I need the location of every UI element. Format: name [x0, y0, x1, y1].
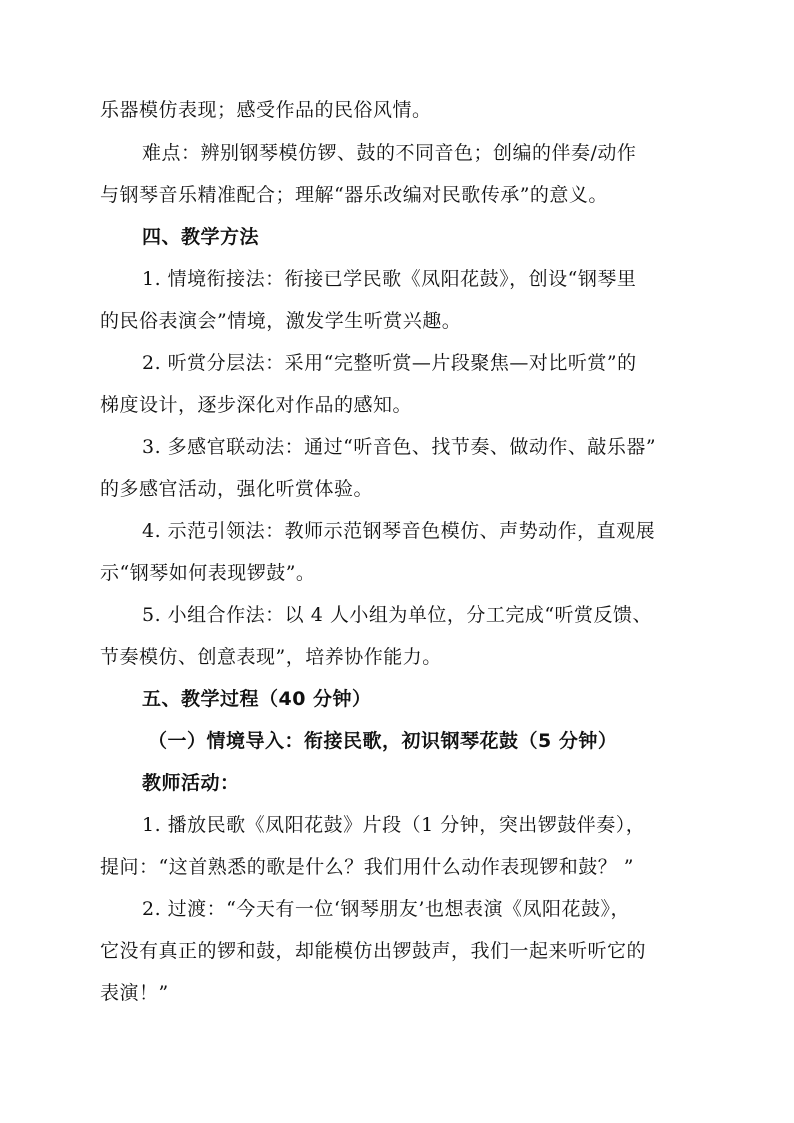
section-heading: 四、教学方法: [142, 226, 260, 248]
paragraph-line: 2. 过渡：“今天有一位‘钢琴朋友’也想表演《凤阳花鼓》，: [142, 898, 630, 920]
paragraph-line: 它没有真正的锣和鼓，却能模仿出锣鼓声，我们一起来听听它的: [100, 940, 647, 962]
paragraph-line: 梯度设计，逐步深化对作品的感知。: [100, 394, 413, 416]
paragraph-line: 提问：“这首熟悉的歌是什么？我们用什么动作表现锣和鼓？ ”: [100, 856, 634, 878]
paragraph-line: 1. 情境衔接法：衔接已学民歌《凤阳花鼓》，创设“钢琴里: [142, 268, 637, 290]
activity-heading: 教师活动：: [142, 772, 240, 794]
paragraph-line: 与钢琴音乐精准配合；理解“器乐改编对民歌传承”的意义。: [100, 184, 608, 206]
section-heading: 五、教学过程（40 分钟）: [142, 688, 372, 710]
paragraph-line: 1. 播放民歌《凤阳花鼓》片段（1 分钟，突出锣鼓伴奏），: [142, 814, 646, 836]
paragraph-line: 乐器模仿表现；感受作品的民俗风情。: [100, 99, 432, 121]
paragraph-line: 节奏模仿、创意表现”，培养协作能力。: [100, 646, 442, 668]
paragraph-line: 的民俗表演会”情境，激发学生听赏兴趣。: [100, 310, 462, 332]
paragraph-line: 难点：辨别钢琴模仿锣、鼓的不同音色；创编的伴奏/动作: [142, 142, 637, 164]
paragraph-line: 表演！”: [100, 982, 169, 1004]
paragraph-line: 4. 示范引领法：教师示范钢琴音色模仿、声势动作，直观展: [142, 520, 656, 542]
paragraph-line: 2. 听赏分层法：采用“完整听赏—片段聚焦—对比听赏”的: [142, 352, 637, 374]
paragraph-line: 3. 多感官联动法：通过“听音色、找节奏、做动作、敲乐器”: [142, 436, 657, 458]
paragraph-line: 示“钢琴如何表现锣鼓”。: [100, 562, 316, 584]
paragraph-line: 5. 小组合作法：以 4 人小组为单位，分工完成“听赏反馈、: [142, 604, 653, 626]
paragraph-line: 的多感官活动，强化听赏体验。: [100, 478, 374, 500]
subsection-heading: （一）情境导入：衔接民歌，初识钢琴花鼓（5 分钟）: [148, 730, 618, 752]
